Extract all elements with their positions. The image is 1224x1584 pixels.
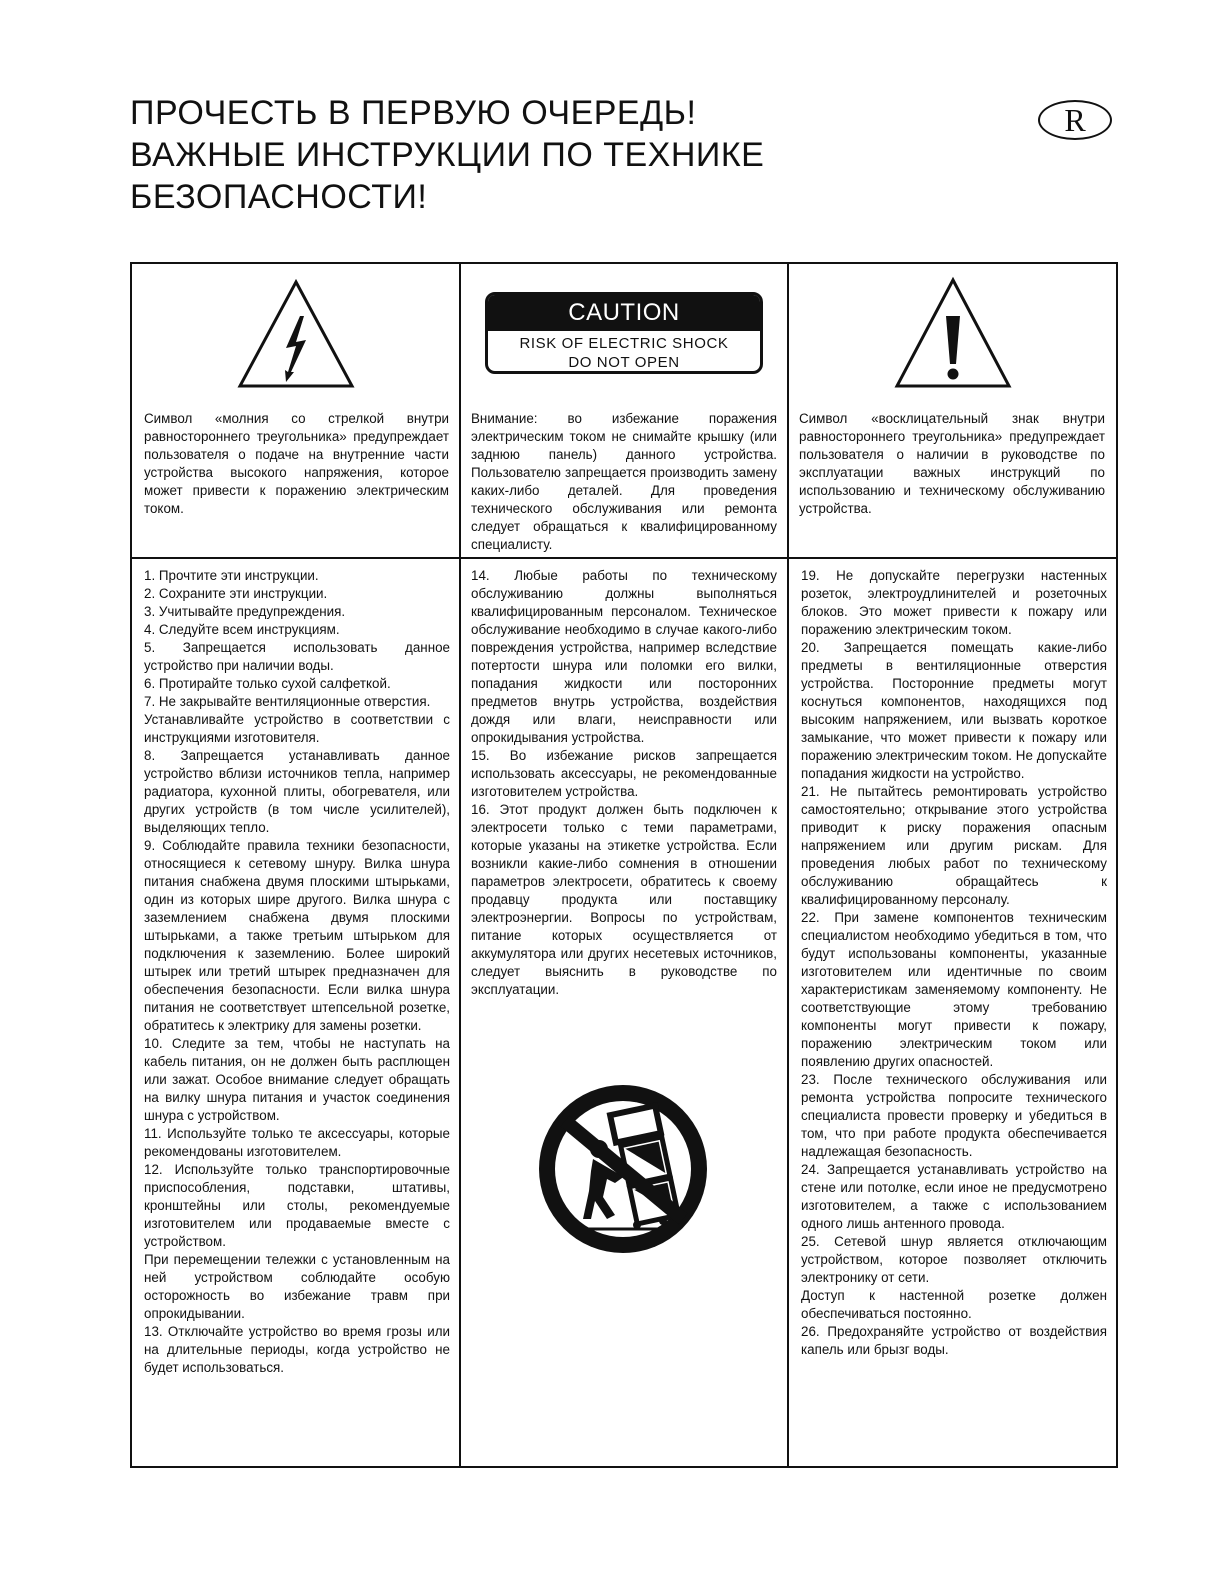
lightning-description <box>144 410 449 518</box>
instructions-list-2 <box>471 567 777 999</box>
symbol-cell-exclamation <box>789 264 1118 557</box>
instruction-item: 3. Учитывайте предупреждения. <box>144 604 346 619</box>
title-line-3: БЕЗОПАСНОСТИ! <box>130 178 428 216</box>
instruction-item: 20. Запрещается помещать какие-либо предметы в вентиляционные отверстия устройства. Посторонние предметы могут коснуться компонентов, находящихся под высоким напряжением, или вызвать короткое замыкание, что может привести к пожару или поражению электрическим током. Не допускайте попадания жидкости на устройство. <box>801 640 1107 781</box>
instructions-column-3 <box>789 559 1118 1468</box>
instruction-item: 13. Отключайте устройство во время грозы или на длительные периоды, когда устройство не будет использоваться. <box>144 1324 450 1375</box>
instruction-item: 16. Этот продукт должен быть подключен к электросети только с теми параметрами, которые указаны на этикетке устройства. Если возникли какие-либо сомнения в отношении параметров электросети, обратитесь к своему продавцу продукта или поставщику электроэнергии. Вопросы по устройствам, питание которых осуществляется от аккумулятора или других несетевых источников, следует выяснить в руководстве по эксплуатации. <box>471 802 777 997</box>
title-line-2: ВАЖНЫЕ ИНСТРУКЦИИ ПО ТЕХНИКЕ <box>130 136 765 174</box>
instruction-item: 19. Не допускайте перегрузки настенных розеток, электроудлинителей и розеточных блоков. Это может привести к пожару или поражению электрическим током. <box>801 568 1107 637</box>
language-badge: R <box>1038 100 1112 140</box>
caution-heading: CAUTION <box>488 295 760 331</box>
instruction-item: 25. Сетевой шнур является отключающим устройством, которое позволяет отключить электронику от сети. <box>801 1234 1107 1285</box>
instruction-item: 4. Следуйте всем инструкциям. <box>144 622 340 637</box>
instruction-item: Доступ к настенной розетке должен обеспечиваться постоянно. <box>801 1288 1107 1321</box>
instruction-item: 9. Соблюдайте правила техники безопасности, относящиеся к сетевому шнуру. Вилка шнура питания снабжена двумя плоскими штырьками, один из которых шире другого. Вилка шнура с заземлением снабжена двумя плоскими штырьками, а также третьим штырьком для подключения к заземлению. Более широкий штырек или третий штырек предназначен для обеспечения безопасности. Если вилка шнура питания не соответствует штепсельной розетке, обратитесь к электрику для замены розетки. <box>144 838 450 1033</box>
instruction-item: 5. Запрещается использовать данное устройство при наличии воды. <box>144 640 450 673</box>
instruction-item: 10. Следите за тем, чтобы не наступать на кабель питания, он не должен быть расплющен или зажат. Особое внимание следует обращать на вилку шнура питания и участок соединения шнура с устройством. <box>144 1036 450 1123</box>
caution-line-1: RISK OF ELECTRIC SHOCK <box>519 335 729 352</box>
instruction-item: 1. Прочтите эти инструкции. <box>144 568 319 583</box>
instruction-item: 21. Не пытайтесь ремонтировать устройство самостоятельно; открывание этого устройства приводит к риску поражения опасным напряжением или другим рискам. Для проведения любых работ по техническому обслуживанию обращайтесь к квалифицированному персоналу. <box>801 784 1107 907</box>
instruction-item: 6. Протирайте только сухой салфеткой. <box>144 676 391 691</box>
instructions-list-1 <box>144 567 450 1377</box>
instruction-item: 12. Используйте только транспортировочные приспособления, подставки, штативы, кронштейны или столы, рекомендуемые изготовителем или продаваемые вместе с устройством. <box>144 1162 450 1249</box>
symbol-cell-caution <box>461 264 787 557</box>
lightning-triangle-icon <box>236 278 356 390</box>
instruction-item: 15. Во избежание рисков запрещается использовать аксессуары, не рекомендованные изготовителем устройства. <box>471 748 777 799</box>
cart-tipover-warning-icon <box>537 1083 709 1255</box>
instruction-item: 22. При замене компонентов техническим специалистом необходимо убедиться в том, что будут использованы компоненты, указанные изготовителем или идентичные по своим характеристикам заменяемому компоненту. Не соответствующие этому требованию компоненты могут привести к пожару, поражению электрическим током или появлению других опасностей. <box>801 910 1107 1069</box>
instruction-item: 11. Используйте только те аксессуары, которые рекомендованы изготовителем. <box>144 1126 450 1159</box>
instruction-item: Устанавливайте устройство в соответствии с инструкциями изготовителя. <box>144 712 450 745</box>
instruction-item: 7. Не закрывайте вентиляционные отверстия. <box>144 694 431 709</box>
page-title <box>130 92 990 218</box>
caution-description-text: Внимание: во избежание поражения электрическим током не снимайте крышку (или заднюю панель) данного устройства. Пользователю запрещается производить замену каких-либо деталей. Для проведения технического обслуживания или ремонта следует обращаться к квалифицированному специалисту. <box>471 411 777 552</box>
instructions-column-2 <box>461 559 787 1468</box>
instruction-item: 24. Запрещается устанавливать устройство на стене или потолке, если иное не предусмотрено изготовителем, а также с использованием одного лишь антенного провода. <box>801 1162 1107 1231</box>
lightning-description-text: Символ «молния со стрелкой внутри равностороннего треугольника» предупреждает пользователя о подаче на внутренние части устройства высокого напряжения, которое может привести к поражению электрическим током. <box>144 411 449 516</box>
exclamation-description-text: Символ «восклицательный знак внутри равностороннего треугольника» предупреждает пользователя о наличии в руководстве по эксплуатации важных инструкций по использованию и техническому обслуживанию устройства. <box>799 411 1105 516</box>
exclamation-description <box>799 410 1105 518</box>
caution-description <box>471 410 777 554</box>
instructions-list-3 <box>801 567 1107 1359</box>
instruction-item: 14. Любые работы по техническому обслуживанию должны выполняться квалифицированным персоналом. Техническое обслуживание необходимо в случае какого-либо повреждения устройства, например вследствие потертости шнура или поломки его вилки, попадания жидкости или посторонних предметов внутрь устройства, воздействия дождя или влаги, неисправности или опрокидывания устройства. <box>471 568 777 745</box>
title-line-1: ПРОЧЕСТЬ В ПЕРВУЮ ОЧЕРЕДЬ! <box>130 94 697 132</box>
instruction-item: 8. Запрещается устанавливать данное устройство вблизи источников тепла, например радиатора, кухонной плиты, обогревателя, или других устройств (в том числе усилителей), выделяющих тепло. <box>144 748 450 835</box>
exclamation-triangle-icon <box>893 276 1013 390</box>
instructions-column-1 <box>132 559 459 1468</box>
instruction-item: 26. Предохраняйте устройство от воздействия капель или брызг воды. <box>801 1324 1107 1357</box>
instruction-item: 2. Сохраните эти инструкции. <box>144 586 328 601</box>
safety-table <box>130 262 1118 1468</box>
caution-label <box>485 292 763 374</box>
instruction-item: При перемещении тележки с установленным на ней устройством соблюдайте особую осторожность во избежание травм при опрокидывании. <box>144 1252 450 1321</box>
caution-line-2: DO NOT OPEN <box>568 354 680 371</box>
instruction-item: 23. После технического обслуживания или ремонта устройства попросите технического специалиста провести проверку и убедиться в том, что при работе продукта обеспечивается надлежащая безопасность. <box>801 1072 1107 1159</box>
symbol-cell-lightning <box>132 264 459 557</box>
